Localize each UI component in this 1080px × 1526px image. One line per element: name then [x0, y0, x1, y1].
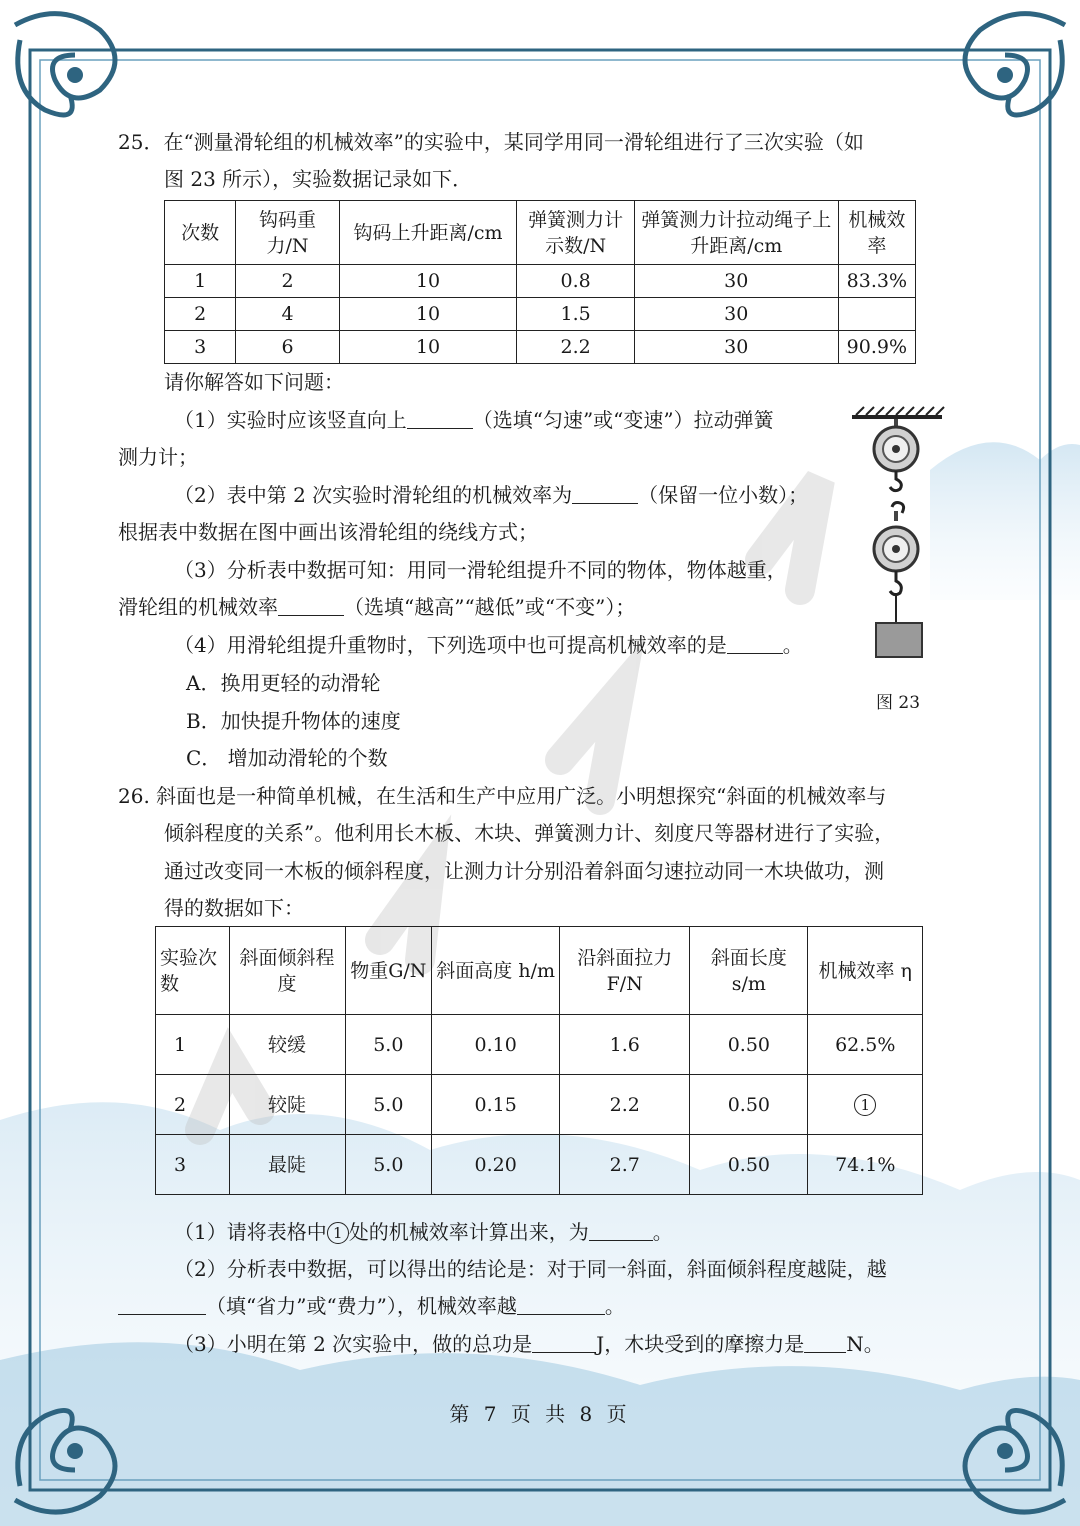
- table-cell: 2.7: [560, 1135, 690, 1195]
- q25-s2-text-a: （2）表中第 2 次实验时滑轮组的机械效率为: [174, 483, 573, 507]
- table-cell: 较陡: [229, 1075, 345, 1135]
- table-header-row: [156, 927, 923, 1015]
- header-cell: 弹簧测力计拉动绳子上升距离/cm: [634, 201, 838, 265]
- table-cell: 0.20: [432, 1135, 560, 1195]
- q26-s1: [174, 1214, 673, 1251]
- table-row: [156, 1075, 923, 1135]
- answer-blank[interactable]: [407, 406, 473, 429]
- table-cell: 2: [156, 1075, 230, 1135]
- q25-s2-line1: [174, 477, 808, 514]
- table-cell: [838, 298, 915, 331]
- q25-option-b: B．加快提升物体的速度: [186, 709, 401, 733]
- table-cell: 0.8: [517, 265, 634, 298]
- q25-s4-text-a: （4）用滑轮组提升重物时，下列选项中也可提高机械效率的是: [174, 633, 727, 657]
- table-cell: 4: [236, 298, 339, 331]
- table-cell: 30: [634, 331, 838, 364]
- table-cell: 30: [634, 265, 838, 298]
- table-cell: 90.9%: [838, 331, 915, 364]
- table-cell: 2.2: [560, 1075, 690, 1135]
- table-cell: 5.0: [345, 1135, 432, 1195]
- q26-s2-line1: （2）分析表中数据，可以得出的结论是：对于同一斜面，斜面倾斜程度越陡，越: [174, 1257, 887, 1281]
- movable-pulley: [874, 503, 918, 624]
- circled-marker: 1: [327, 1222, 349, 1244]
- page-number: 第 7 页 共 8 页: [449, 1402, 631, 1426]
- answer-blank[interactable]: [278, 593, 344, 616]
- q25-s1-line1: [174, 402, 774, 439]
- q26-s1-text-b: 处的机械效率计算出来，为: [348, 1220, 589, 1244]
- header-cell: 物重G/N: [345, 927, 432, 1015]
- header-cell: 弹簧测力计示数/N: [517, 201, 634, 265]
- header-cell: 机械效率 η: [808, 927, 923, 1015]
- header-cell: 沿斜面拉力 F/N: [560, 927, 690, 1015]
- q26-intro-line4: 得的数据如下：: [164, 896, 304, 920]
- table-cell: 2: [165, 298, 236, 331]
- q25-s2-line2: 根据表中数据在图中画出该滑轮组的绕线方式；: [118, 520, 538, 544]
- q25-option-a: A．换用更轻的动滑轮: [186, 671, 381, 695]
- table-cell: 3: [156, 1135, 230, 1195]
- q25-data-table: [164, 200, 916, 364]
- q26-s3-text-a: （3）小明在第 2 次实验中，做的总功是: [174, 1332, 533, 1356]
- q26-intro-line2: 倾斜程度的关系”。他利用长木板、木块、弹簧测力计、刻度尺等器材进行了实验，: [164, 821, 895, 845]
- q25-s3-line1: （3）分析表中数据可知：用同一滑轮组提升不同的物体，物体越重，: [174, 558, 787, 582]
- figure-caption: 图 23: [876, 693, 921, 713]
- table-cell: 62.5%: [808, 1015, 923, 1075]
- table-cell: 1: [156, 1015, 230, 1075]
- ceiling-support: [852, 407, 944, 419]
- q25-s1-line2: 测力计；: [118, 445, 198, 469]
- table-cell: 5.0: [345, 1015, 432, 1075]
- q26-s3-text-b: J，木块受到的摩擦力是: [596, 1332, 805, 1356]
- table-cell: 10: [339, 331, 517, 364]
- pulley-system-figure: [850, 405, 946, 667]
- answer-blank[interactable]: [532, 1330, 596, 1353]
- q25-s3-text-b: （选填“越高”“越低”或“不变”）；: [344, 595, 636, 619]
- table-row: [156, 1135, 923, 1195]
- table-row: [156, 1015, 923, 1075]
- table-cell: 6: [236, 331, 339, 364]
- q26-intro-line3: 通过改变同一木板的倾斜程度，让测力计分别沿着斜面匀速拉动同一木块做功，测: [164, 859, 884, 883]
- q25-option-c: C． 增加动滑轮的个数: [186, 746, 388, 770]
- table-cell: 2: [236, 265, 339, 298]
- q26-s2-text-b: 。: [604, 1294, 625, 1318]
- table-cell: 83.3%: [838, 265, 915, 298]
- header-cell: 斜面高度 h/m: [432, 927, 560, 1015]
- header-cell: 斜面长度 s/m: [690, 927, 808, 1015]
- table-cell: 0.10: [432, 1015, 560, 1075]
- header-cell: 钩码上升距离/cm: [339, 201, 517, 265]
- q25-s3-line2: [118, 589, 635, 626]
- table-cell: 0.15: [432, 1075, 560, 1135]
- header-cell: 机械效率: [838, 201, 915, 265]
- answer-blank[interactable]: [118, 1292, 206, 1315]
- q26-s3: [174, 1326, 884, 1363]
- q26-s1-text-c: 。: [652, 1220, 673, 1244]
- table-cell: 10: [339, 265, 517, 298]
- table-cell: 30: [634, 298, 838, 331]
- header-cell: 钩码重力/N: [236, 201, 339, 265]
- q25-s2-text-b: （保留一位小数）；: [638, 483, 809, 507]
- answer-blank[interactable]: [572, 481, 638, 504]
- table-cell: 1.5: [517, 298, 634, 331]
- answer-blank[interactable]: [804, 1330, 846, 1353]
- answer-blank[interactable]: [727, 631, 783, 654]
- q26-intro-line1: 26. 斜面也是一种简单机械，在生活和生产中应用广泛。小明想探究“斜面的机械效率与: [118, 784, 887, 808]
- q25-intro-line2: 图 23 所示），实验数据记录如下．: [164, 167, 473, 191]
- table-header-row: [165, 201, 916, 265]
- answer-blank[interactable]: [517, 1292, 605, 1315]
- table-cell: 0.50: [690, 1015, 808, 1075]
- table-row: [165, 265, 916, 298]
- table-cell: 10: [339, 298, 517, 331]
- table-cell: 1.6: [560, 1015, 690, 1075]
- q26-s3-text-c: N。: [846, 1332, 884, 1356]
- table-row: [165, 331, 916, 364]
- table-cell: [808, 1075, 923, 1135]
- table-cell: 最陡: [229, 1135, 345, 1195]
- table-cell: 2.2: [517, 331, 634, 364]
- q25-s3-text-a: 滑轮组的机械效率: [118, 595, 278, 619]
- answer-blank[interactable]: [589, 1218, 653, 1241]
- q26-s2-line2: [118, 1288, 625, 1325]
- weight-block: [876, 623, 922, 657]
- q26-s1-text-a: （1）请将表格中: [174, 1220, 327, 1244]
- q26-data-table: [155, 926, 923, 1195]
- header-cell: 次数: [165, 201, 236, 265]
- table-cell: 1: [165, 265, 236, 298]
- q26-s2-text-a: （填“省力”或“费力”），机械效率越: [206, 1294, 517, 1318]
- q25-s1-text-a: （1）实验时应该竖直向上: [174, 408, 407, 432]
- table-row: [165, 298, 916, 331]
- table-cell: 5.0: [345, 1075, 432, 1135]
- q25-s4-text-b: 。: [782, 633, 803, 657]
- circled-marker: 1: [854, 1094, 876, 1116]
- table-cell: 较缓: [229, 1015, 345, 1075]
- table-cell: 3: [165, 331, 236, 364]
- table-cell: 0.50: [690, 1135, 808, 1195]
- q25-prompt: 请你解答如下问题：: [164, 370, 344, 394]
- table-cell: 74.1%: [808, 1135, 923, 1195]
- header-cell: 实验次数: [156, 927, 230, 1015]
- header-cell: 斜面倾斜程度: [229, 927, 345, 1015]
- fixed-pulley: [874, 419, 918, 491]
- table-cell: 0.50: [690, 1075, 808, 1135]
- q25-s4-line1: [174, 627, 803, 664]
- q25-intro-line1: 25．在“测量滑轮组的机械效率”的实验中，某同学用同一滑轮组进行了三次实验（如: [118, 130, 864, 154]
- q25-s1-text-b: （选填“匀速”或“变速”）拉动弹簧: [472, 408, 774, 432]
